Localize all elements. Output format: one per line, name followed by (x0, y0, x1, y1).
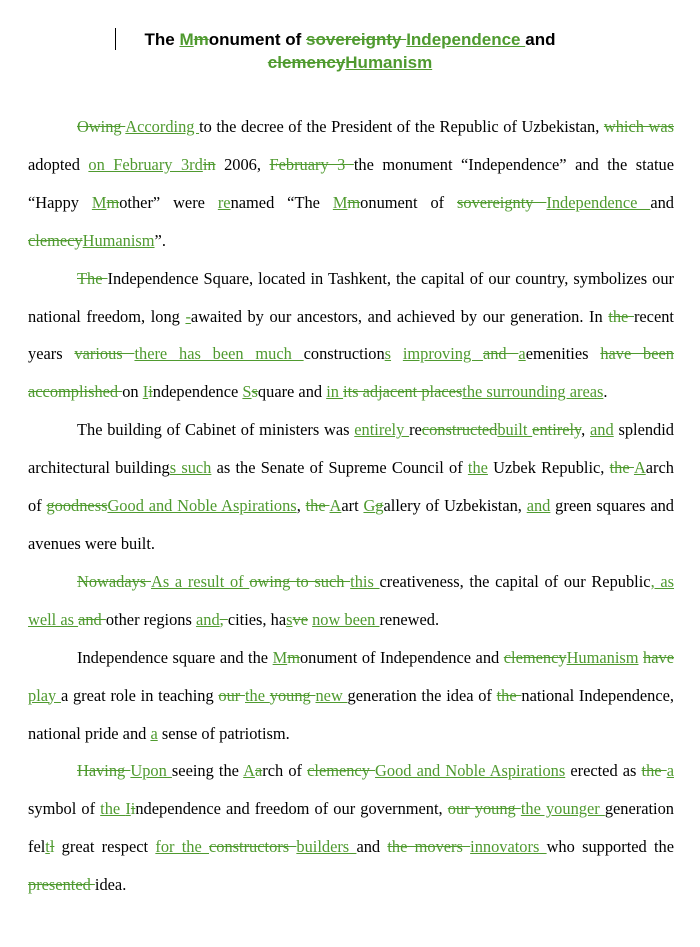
deleted-text: clemency (307, 761, 376, 781)
deleted-text: m (347, 192, 361, 212)
deleted-text: February 3 (269, 154, 354, 174)
text-run: generation fel (28, 799, 675, 857)
text-run: emenities (525, 344, 601, 364)
inserted-text: I (142, 382, 149, 402)
deleted-text: , (219, 609, 228, 629)
inserted-text: new (315, 685, 348, 705)
text-run: on (122, 382, 143, 402)
inserted-text: on February 3rd (88, 154, 203, 174)
text-run: quare and (257, 382, 327, 402)
inserted-text: A (633, 458, 646, 478)
inserted-text: M (332, 192, 348, 212)
text-run: Uzbek Republic, (487, 458, 610, 478)
paragraph-1 (28, 108, 674, 260)
text-run: national Independence, national pride and (28, 685, 675, 743)
title-line-1 (0, 28, 700, 51)
text-run: sense of patriotism. (157, 723, 290, 743)
text-run: the monument “Independence” and the statue “Happy (28, 154, 675, 212)
deleted-text: Nowadays (77, 571, 151, 591)
text-run: Independence square and the (77, 647, 273, 667)
inserted-text: G (363, 496, 376, 516)
text-run: ndependence (152, 382, 243, 402)
inserted-text: s such (169, 458, 212, 478)
deleted-text: its adjacent places (343, 382, 463, 402)
deleted-text: and (482, 344, 519, 364)
inserted-text: the (467, 458, 488, 478)
inserted-text: As a result of (150, 571, 250, 591)
text-run: arch of (28, 458, 674, 516)
inserted-text: the (100, 799, 126, 819)
deleted-text: the (608, 306, 634, 326)
deleted-text: the (496, 685, 522, 705)
text-run: and (356, 837, 388, 857)
inserted-text: t (45, 837, 50, 857)
deleted-text: entirely (532, 420, 582, 440)
deleted-text: m (193, 30, 209, 49)
inserted-text: Good and Noble Aspirations (107, 496, 297, 516)
text-run: onument of (360, 192, 458, 212)
text-run: construction (303, 344, 385, 364)
text-run: awaited by our ancestors, and achieved by our generation. In (190, 306, 609, 326)
inserted-text: s (286, 609, 293, 629)
deleted-text: sovereignty (457, 192, 547, 212)
inserted-text: s (384, 344, 392, 364)
deleted-text: sovereignty (306, 30, 407, 49)
inserted-text: the (245, 685, 270, 705)
inserted-text: Independence (406, 30, 526, 49)
inserted-text: play (28, 685, 61, 705)
deleted-text: presented (28, 875, 95, 895)
text-run: The building of Cabinet of ministers was (77, 420, 355, 440)
inserted-text: Good and Noble Aspirations (375, 761, 566, 781)
deleted-text: our (218, 685, 245, 705)
inserted-text: Independence (546, 192, 651, 212)
text-run: and (525, 30, 556, 49)
inserted-text: S (242, 382, 252, 402)
text-run: cities, ha (227, 609, 287, 629)
deleted-text: i (130, 799, 136, 819)
inserted-text: , as well as (28, 571, 675, 629)
deleted-text: our young (447, 799, 521, 819)
inserted-text: there has been much (134, 344, 304, 364)
inserted-text: built (497, 420, 533, 440)
inserted-text: a (518, 344, 526, 364)
title-line-2 (0, 51, 700, 74)
text-run: generation the idea of (347, 685, 497, 705)
inserted-text: and (526, 496, 551, 516)
inserted-text: entirely (354, 420, 410, 440)
deleted-text: m (287, 647, 300, 667)
inserted-text: the younger (520, 799, 605, 819)
text-run: adopted (28, 154, 89, 174)
text-run: rch of (262, 761, 308, 781)
deleted-text: Having (77, 761, 131, 781)
text-run: recent years (28, 306, 674, 364)
paragraph-4 (28, 563, 674, 639)
deleted-text: ve (292, 609, 308, 629)
text-run: onument of Independence and (299, 647, 504, 667)
deleted-text: a (255, 761, 263, 781)
text-run: renewed. (379, 609, 440, 629)
deleted-text: goodness (46, 496, 108, 516)
text-run: 2006, (215, 154, 270, 174)
deleted-text: which was (603, 117, 675, 136)
inserted-text: A (329, 496, 342, 516)
inserted-text: builders (296, 837, 357, 857)
text-run: splendid architectural building (28, 420, 674, 478)
text-run: re (409, 420, 422, 440)
text-run: great respect (54, 837, 156, 857)
text-run: erected as (565, 761, 642, 781)
inserted-text: innovators (470, 837, 547, 857)
text-run: onument of (208, 30, 307, 49)
text-run (391, 344, 403, 363)
inserted-text: this (350, 571, 380, 591)
deleted-text: and (78, 609, 106, 629)
inserted-text: Humanism (566, 647, 639, 667)
text-run: seeing the (171, 761, 244, 781)
inserted-text: Upon (130, 761, 172, 781)
inserted-text: a (150, 723, 158, 743)
text-run: named “The (230, 192, 333, 212)
text-run: to the decree of the President of the Republic of Uzbekistan, (199, 117, 604, 136)
text-run: idea. (94, 875, 127, 895)
deleted-text: the (609, 458, 634, 478)
inserted-text: I (125, 799, 131, 819)
text-run: ”. (154, 230, 166, 250)
inserted-text: the surrounding areas (462, 382, 604, 402)
deleted-text: young (269, 685, 316, 705)
text-run: who supported the (546, 837, 674, 857)
text-run: Independence Square, located in Tashkent, the capital of our country, symbolizes our national freedom, long (28, 268, 674, 326)
text-run: and (650, 192, 674, 212)
paragraph-2 (28, 260, 674, 412)
text-run: symbol of (28, 799, 101, 819)
deleted-text: constructed (421, 420, 498, 440)
inserted-text: in (326, 382, 344, 402)
deleted-text: i (148, 382, 153, 402)
text-run: The (144, 30, 180, 49)
inserted-text: A (243, 761, 255, 781)
inserted-text: Humanism (82, 230, 155, 250)
text-run: , (581, 420, 591, 440)
deleted-text: Owing (77, 117, 126, 136)
text-run: creativeness, the capital of our Republic (379, 571, 651, 591)
deleted-text: The (77, 268, 108, 288)
document-body (28, 108, 674, 904)
text-run: green squares and avenues were built. (28, 496, 674, 553)
inserted-text: now been (312, 609, 380, 629)
deleted-text: the (641, 761, 667, 781)
deleted-text: m (106, 192, 120, 212)
paragraph-5 (28, 639, 674, 753)
deleted-text: the (305, 496, 330, 516)
deleted-text: clemency (503, 647, 567, 667)
text-run: as the Senate of Supreme Council of (211, 458, 468, 478)
deleted-text: owing to such (249, 571, 351, 591)
inserted-text: M (179, 30, 194, 49)
inserted-text: and (195, 609, 220, 629)
document-title (0, 28, 700, 74)
inserted-text: According (125, 117, 200, 136)
deleted-text: have (643, 647, 674, 667)
deleted-text: the movers (387, 837, 471, 857)
text-run: , (296, 496, 306, 516)
inserted-text: M (272, 647, 288, 667)
text-run: ndependence and freedom of our government, (135, 799, 448, 819)
text-run: . (603, 382, 608, 402)
text-run: a great role in teaching (60, 685, 219, 705)
paragraph-3 (28, 411, 674, 563)
inserted-text: - (185, 306, 191, 326)
deleted-text: s (251, 382, 258, 402)
text-run: art (341, 496, 364, 516)
inserted-text: improving (402, 344, 483, 364)
text-run: other” were (119, 192, 218, 212)
deleted-text: g (375, 496, 384, 516)
deleted-text: various (74, 344, 135, 364)
text-run: other regions (105, 609, 196, 629)
deleted-text: clemecy (28, 230, 83, 250)
deleted-text: clemency (267, 53, 346, 72)
inserted-text: for the (155, 837, 209, 857)
inserted-text: M (91, 192, 107, 212)
deleted-text: l (49, 837, 55, 857)
inserted-text: Humanism (345, 53, 433, 72)
deleted-text: constructors (209, 837, 297, 857)
inserted-text: and (590, 420, 614, 440)
deleted-text: have been accomplished (28, 344, 674, 402)
inserted-text: re (217, 192, 231, 212)
paragraph-6 (28, 752, 674, 904)
inserted-text: a (666, 761, 674, 781)
deleted-text: in (202, 154, 216, 174)
text-run: allery of Uzbekistan, (383, 496, 527, 516)
